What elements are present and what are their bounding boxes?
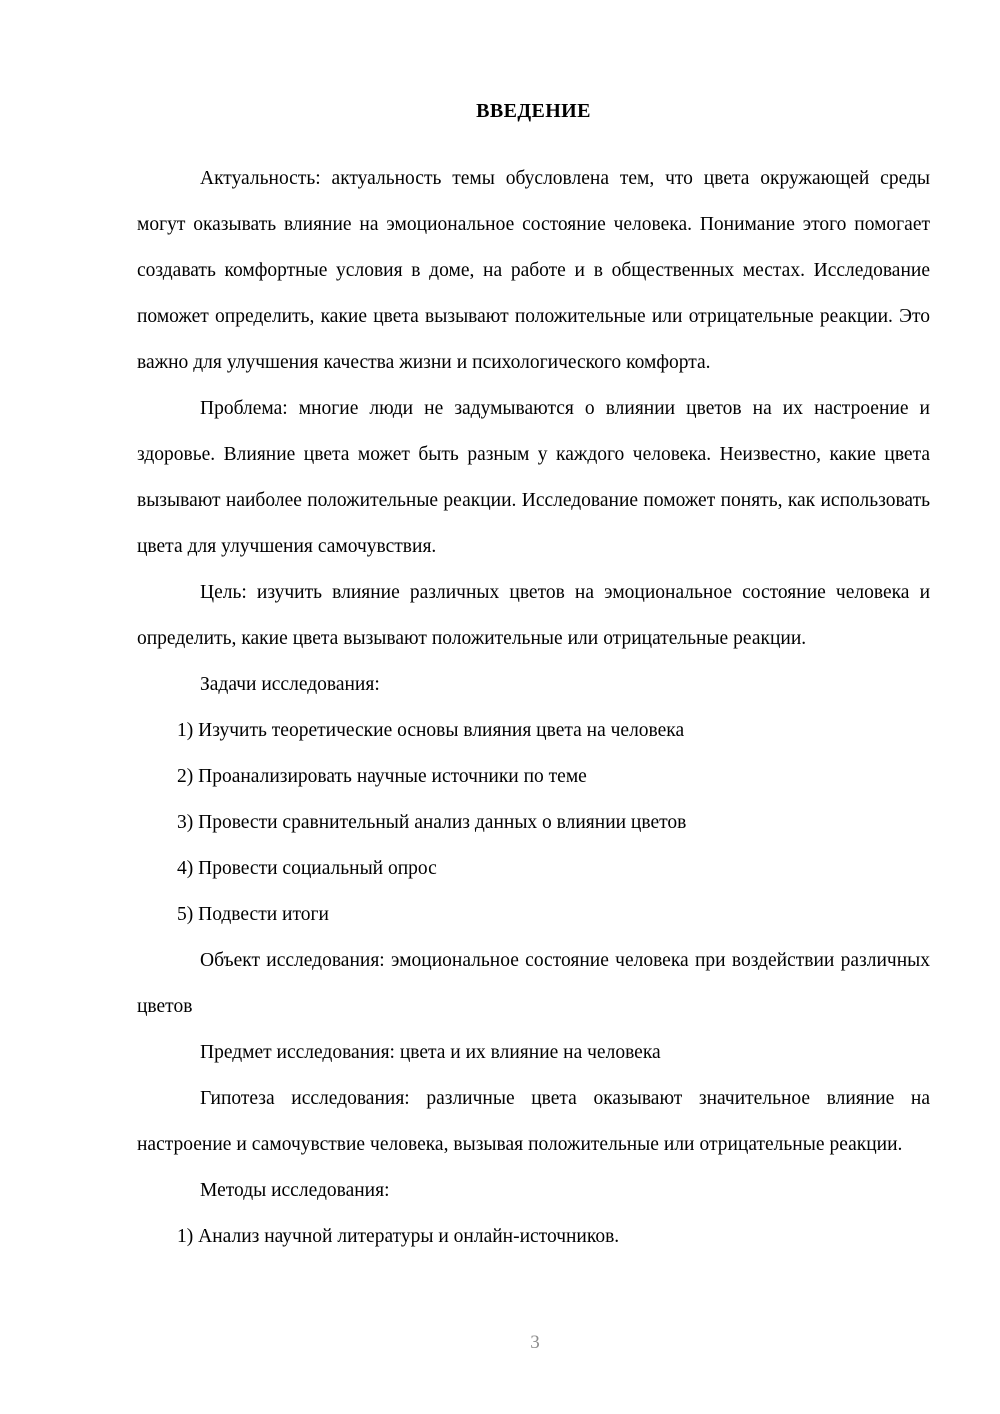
- paragraph-relevance: Актуальность: актуальность темы обусловлена тем, что цвета окружающей среды могут оказывать влияние на эмоциональное состояние человека. Понимание этого помогает создавать комфортные условия в доме, на работе и в общественных местах. Исследование поможет определить, какие цвета вызывают положительные или отрицательные реакции. Это важно для улучшения качества жизни и психологического комфорта.: [137, 168, 930, 373]
- paragraph-problem: Проблема: многие люди не задумываются о влиянии цветов на их настроение и здоровье. Влияние цвета может быть разным у каждого человека. Неизвестно, какие цвета вызывают наиболее положительные реакции. Исследование поможет понять, как использовать цвета для улучшения самочувствия.: [137, 398, 930, 557]
- paragraph-object: Объект исследования: эмоциональное состояние человека при воздействии различных цветов: [137, 950, 930, 1017]
- tasks-heading: Задачи исследования:: [200, 674, 380, 695]
- list-item: 1) Анализ научной литературы и онлайн-источников.: [177, 1226, 620, 1247]
- page-number: 3: [530, 1332, 540, 1353]
- list-item: 1) Изучить теоретические основы влияния цвета на человека: [177, 720, 685, 741]
- paragraph-subject: Предмет исследования: цвета и их влияние на человека: [200, 1042, 661, 1063]
- list-item: 5) Подвести итоги: [177, 904, 329, 925]
- page-title: ВВЕДЕНИЕ: [476, 100, 591, 122]
- paragraph-hypothesis: Гипотеза исследования: различные цвета оказывают значительное влияние на настроение и самочувствие человека, вызывая положительные или отрицательные реакции.: [137, 1088, 930, 1155]
- document-content: [137, 88, 930, 1260]
- list-item: 4) Провести социальный опрос: [177, 858, 437, 879]
- list-item: 3) Провести сравнительный анализ данных о влиянии цветов: [177, 812, 687, 833]
- methods-heading: Методы исследования:: [200, 1180, 390, 1201]
- paragraph-goal: Цель: изучить влияние различных цветов на эмоциональное состояние человека и определить, какие цвета вызывают положительные или отрицательные реакции.: [137, 582, 930, 649]
- list-item: 2) Проанализировать научные источники по теме: [177, 766, 587, 787]
